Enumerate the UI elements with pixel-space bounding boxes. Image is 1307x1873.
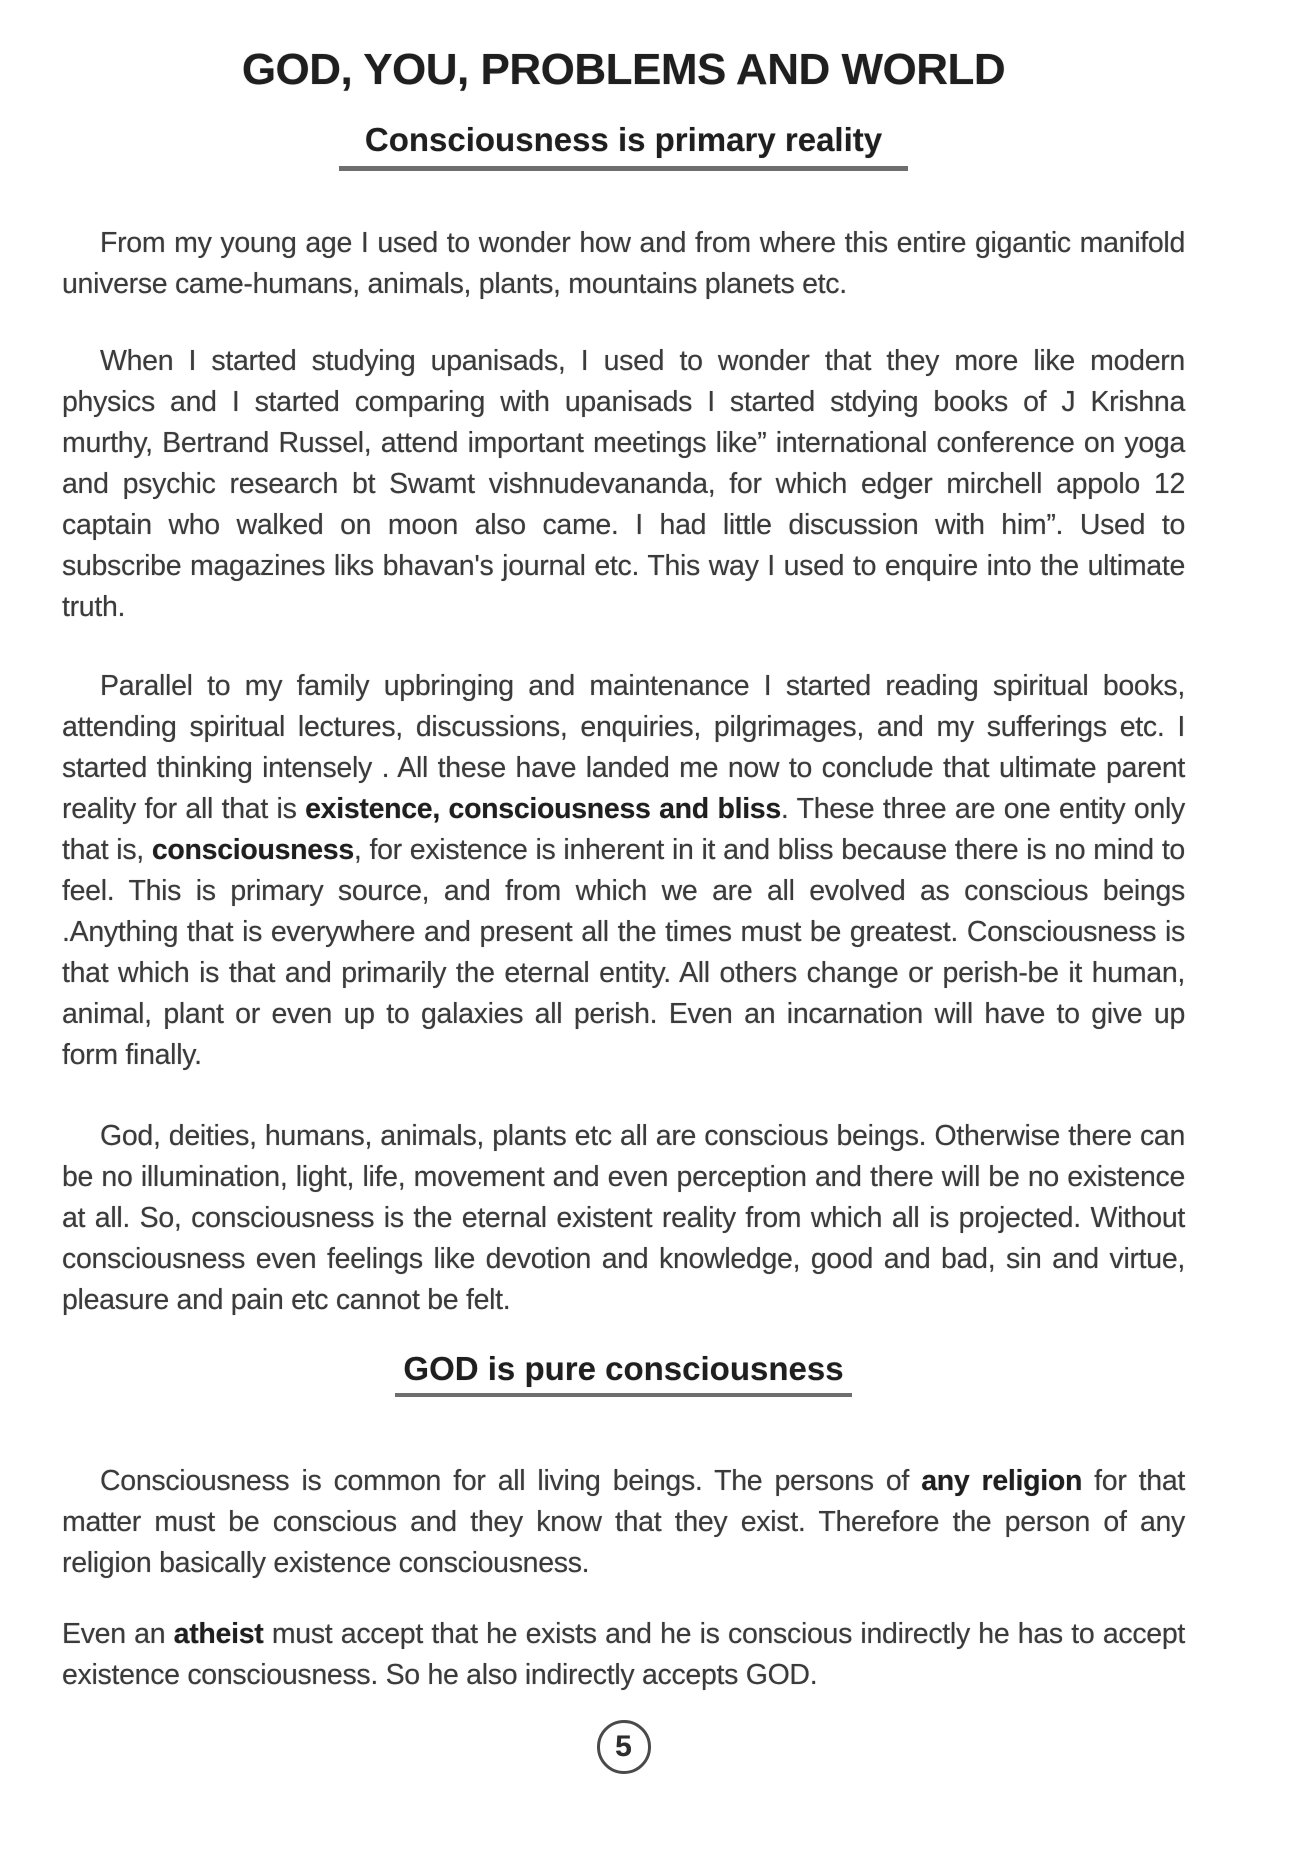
page-number-badge — [597, 1720, 651, 1774]
section-heading-text: GOD is pure consciousness — [395, 1349, 851, 1397]
paragraph-parallel-family: Parallel to my family upbringing and maintenance I started reading spiritual books, attending spiritual lectures, discussions, enquiries, pilgrimages, and my sufferings etc. I started thinking intensely . All these have landed me now to conclude that ultimate parent reality for all that is existence, consciousness and bliss. These three are one entity only that is, consciousness, for existence is inherent in it and bliss because there is no mind to feel. This is primary source, and from which we are all evolved as conscious beings .Anything that is everywhere and present all the times must be greatest. Consciousness is that which is that and primarily the eternal entity. All others change or perish-be it human, animal, plant or even up to galaxies all perish. Even an incarnation will have to give up form finally. — [62, 670, 1186, 1071]
page-title: GOD, YOU, PROBLEMS AND WORLD — [241, 45, 1006, 94]
section-heading-pure-consciousness — [62, 1349, 1185, 1397]
paragraph-god-deities: God, deities, humans, animals, plants etc all are conscious beings. Otherwise there can be no illumination, light, life, movement and even perception and there will be no existence at all. So, consciousness is the eternal existent reality from which all is projected. Without consciousness even feelings like devotion and knowledge, good and bad, sin and virtue, pleasure and pain etc cannot be felt. — [62, 1120, 1185, 1316]
paragraph-atheist: Even an atheist must accept that he exists and he is conscious indirectly he has to accept existence consciousness. So he also indirectly accepts GOD. — [62, 1618, 1185, 1691]
page-number-text: 5 — [615, 1730, 632, 1763]
paragraph-any-religion: Consciousness is common for all living beings. The persons of any religion for that matter must be conscious and they know that they exist. Therefore the person of any religion basically existence consciousness. — [62, 1465, 1185, 1579]
paragraph-upanisads: When I started studying upanisads, I used to wonder that they more like modern physics and I started comparing with upanisads I started stdying books of J Krishna murthy, Bertrand Russel, attend important meetings like” international conference on yoga and psychic research bt Swamt vishnudevananda, for which edger mirchell appolo 12 captain who walked on moon also came. I had little discussion with him”. Used to subscribe magazines liks bhavan's journal etc. This way I used to enquire into the ultimate truth. — [62, 345, 1185, 623]
section-heading-text: Consciousness is primary reality — [339, 120, 908, 171]
section-heading-primary-reality — [62, 120, 1185, 171]
paragraph-young-age: From my young age I used to wonder how and from where this entire gigantic manifold universe came-humans, animals, plants, mountains planets etc. — [62, 227, 1185, 300]
